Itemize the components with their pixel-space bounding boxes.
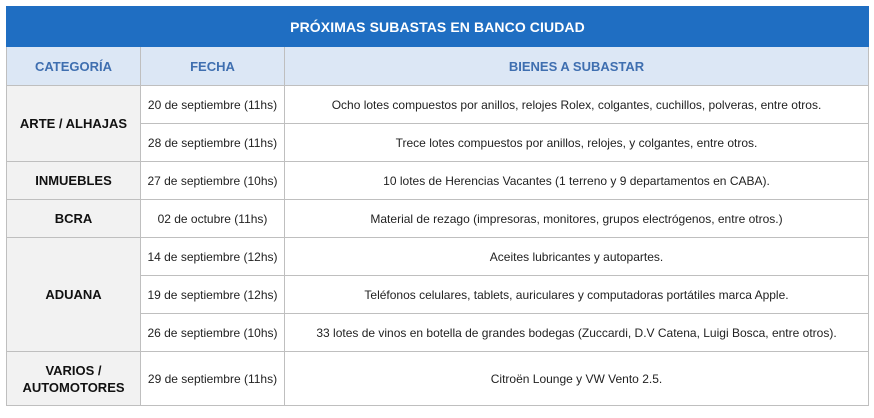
- items-cell: Aceites lubricantes y autopartes.: [285, 238, 869, 276]
- items-cell: Citroën Lounge y VW Vento 2.5.: [285, 352, 869, 406]
- category-label-line1: VARIOS /: [45, 362, 102, 378]
- category-cell-aduana: ADUANA: [7, 238, 141, 352]
- column-header-row: [7, 47, 869, 86]
- category-cell-varios-automotores: [7, 352, 141, 406]
- auction-table-container: [6, 6, 868, 406]
- items-cell: 33 lotes de vinos en botella de grandes bodegas (Zuccardi, D.V Catena, Luigi Bosca, entre otros).: [285, 314, 869, 352]
- items-cell: Ocho lotes compuestos por anillos, relojes Rolex, colgantes, cuchillos, polveras, entre otros.: [285, 86, 869, 124]
- date-cell: 20 de septiembre (11hs): [141, 86, 285, 124]
- category-cell-bcra: BCRA: [7, 200, 141, 238]
- table-row: [7, 200, 869, 238]
- date-cell: 29 de septiembre (11hs): [141, 352, 285, 406]
- items-cell: 10 lotes de Herencias Vacantes (1 terreno y 9 departamentos en CABA).: [285, 162, 869, 200]
- table-title: PRÓXIMAS SUBASTAS EN BANCO CIUDAD: [7, 7, 869, 47]
- date-cell: 28 de septiembre (11hs): [141, 124, 285, 162]
- table-row: [7, 86, 869, 124]
- column-header-date: FECHA: [141, 47, 285, 86]
- column-header-category: CATEGORÍA: [7, 47, 141, 86]
- items-cell: Trece lotes compuestos por anillos, relojes, y colgantes, entre otros.: [285, 124, 869, 162]
- auction-table: [6, 6, 869, 406]
- category-cell-arte-alhajas: ARTE / ALHAJAS: [7, 86, 141, 162]
- table-row: [7, 238, 869, 276]
- category-cell-inmuebles: INMUEBLES: [7, 162, 141, 200]
- date-cell: 14 de septiembre (12hs): [141, 238, 285, 276]
- date-cell: 02 de octubre (11hs): [141, 200, 285, 238]
- date-cell: 19 de septiembre (12hs): [141, 276, 285, 314]
- column-header-items: BIENES A SUBASTAR: [285, 47, 869, 86]
- table-row: [7, 352, 869, 406]
- date-cell: 27 de septiembre (10hs): [141, 162, 285, 200]
- items-cell: Material de rezago (impresoras, monitores, grupos electrógenos, entre otros.): [285, 200, 869, 238]
- date-cell: 26 de septiembre (10hs): [141, 314, 285, 352]
- category-label-line2: AUTOMOTORES: [22, 379, 125, 395]
- table-row: [7, 162, 869, 200]
- items-cell: Teléfonos celulares, tablets, auriculares y computadoras portátiles marca Apple.: [285, 276, 869, 314]
